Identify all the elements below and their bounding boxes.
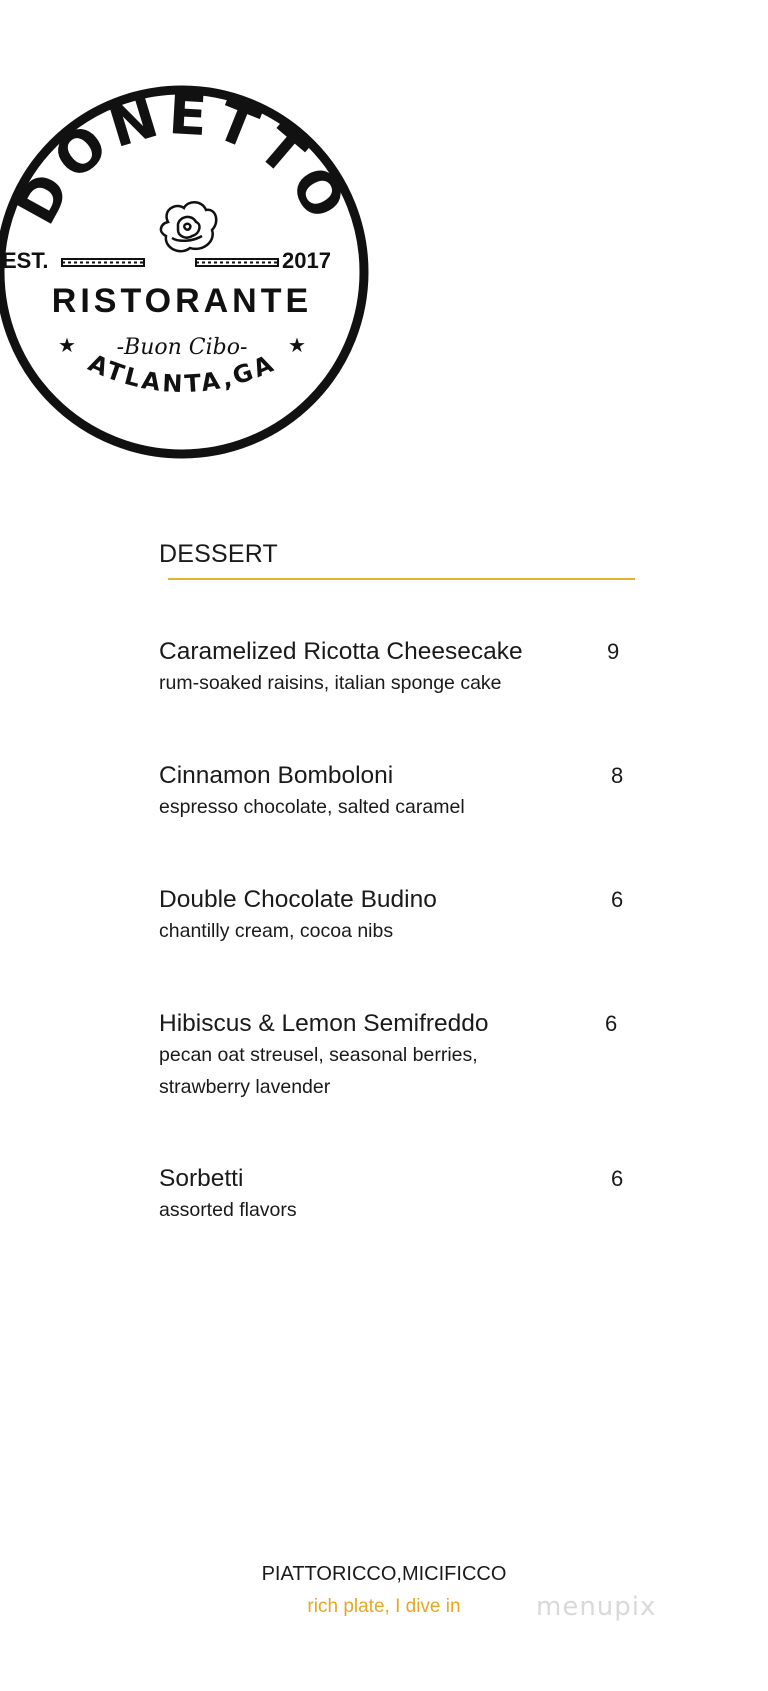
item-description: espresso chocolate, salted caramel xyxy=(159,796,465,818)
rose-icon xyxy=(161,202,216,251)
item-description: pecan oat streusel, seasonal berries, xyxy=(159,1044,478,1066)
item-description-line2: strawberry lavender xyxy=(159,1076,331,1098)
logo-motto: -Buon Cibo- xyxy=(116,335,248,360)
item-price: 6 xyxy=(605,1011,618,1036)
watermark: menupix xyxy=(536,1592,657,1622)
item-price: 6 xyxy=(611,887,624,912)
item-price: 8 xyxy=(611,763,624,788)
menu-item xyxy=(159,1164,629,1226)
star-icon: ★ xyxy=(58,333,76,357)
footer-motto: PIATTORICCO,MICIFICCO xyxy=(261,1563,507,1585)
item-description: assorted flavors xyxy=(159,1199,297,1221)
restaurant-logo xyxy=(0,72,382,472)
section-divider xyxy=(168,578,635,580)
menu-item xyxy=(159,637,629,699)
item-price: 6 xyxy=(611,1166,624,1191)
item-name: Caramelized Ricotta Cheesecake xyxy=(159,638,523,665)
item-description: rum-soaked raisins, italian sponge cake xyxy=(159,672,502,694)
item-name: Hibiscus & Lemon Semifreddo xyxy=(159,1010,489,1037)
item-name: Sorbetti xyxy=(159,1165,244,1192)
logo-est: EST. xyxy=(2,248,49,273)
menu-item xyxy=(159,1009,629,1103)
star-icon: ★ xyxy=(288,333,306,357)
item-price: 9 xyxy=(607,639,620,664)
logo-location: ATLANTA,GA xyxy=(84,348,280,399)
item-name: Double Chocolate Budino xyxy=(159,886,437,913)
item-name: Cinnamon Bomboloni xyxy=(159,762,394,789)
logo-subtitle: RISTORANTE xyxy=(51,282,313,320)
logo-name: DONETTO xyxy=(3,82,361,235)
menu-item xyxy=(159,885,629,947)
footer-translation: rich plate, I dive in xyxy=(307,1596,461,1617)
item-description: chantilly cream, cocoa nibs xyxy=(159,920,394,942)
logo-year: 2017 xyxy=(282,248,331,273)
section-title: DESSERT xyxy=(159,540,279,568)
logo-emblem xyxy=(0,72,382,472)
menu-item xyxy=(159,761,629,823)
